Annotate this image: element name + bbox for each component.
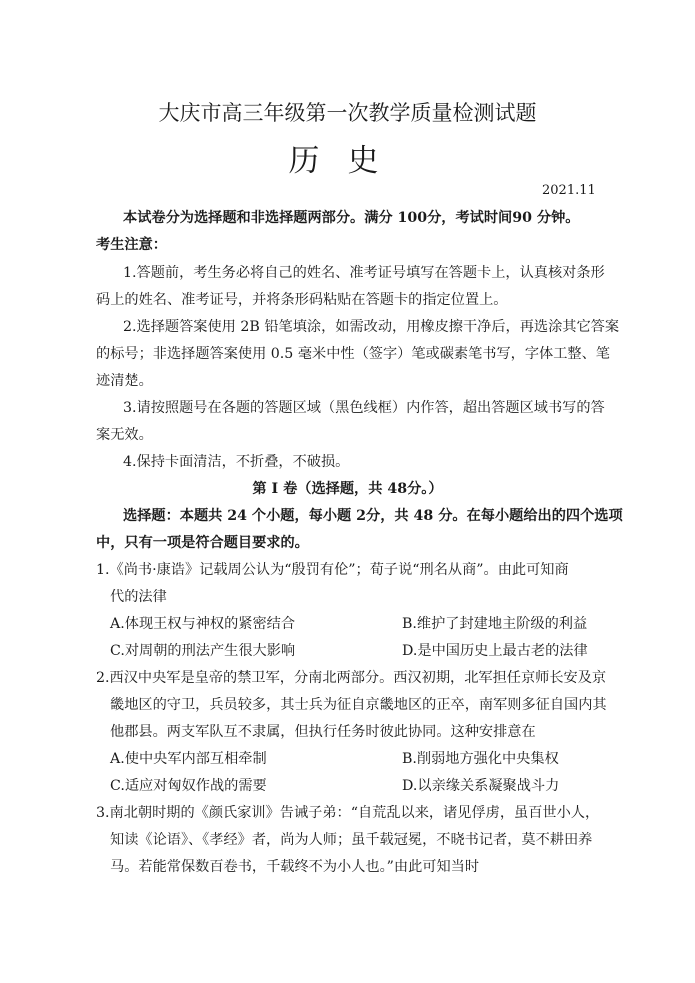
question-2-option-b: B.削弱地方强化中央集权	[402, 751, 559, 767]
notice-line: 1.答题前，考生务必将自己的姓名、准考证号填写在答题卡上，认真核对条形	[123, 265, 605, 281]
notice-line: 迹清楚。	[96, 373, 153, 389]
notice-line: 的标号；非选择题答案使用 0.5 毫米中性（签字）笔或碳素笔书写，字体工整、笔	[96, 346, 610, 362]
question-2-option-a: A.使中央军内部互相牵制	[110, 751, 267, 767]
subject-text: 历史	[288, 143, 407, 179]
notice-line: 3.请按照题号在各题的答题区域（黑色线框）内作答，超出答题区域书写的答	[123, 400, 605, 416]
notice-line: 码上的姓名、准考证号，并将条形码粘贴在答题卡的指定位置上。	[96, 292, 508, 308]
intro-statement: 本试卷分为选择题和非选择题两部分。满分 100分，考试时间90 分钟。	[123, 210, 580, 226]
section-title: 第 I 卷（选择题，共 48分。）	[252, 481, 443, 497]
section-instruction: 中，只有一项是符合题目要求的。	[96, 535, 309, 551]
notice-line: 2.选择题答案使用 2B 铅笔填涂，如需改动，用橡皮擦干净后，再选涂其它答案	[123, 319, 620, 335]
section-instruction: 选择题：本题共 24 个小题，每小题 2分，共 48 分。在每小题给出的四个选项	[123, 508, 623, 524]
question-3-stem: 3.南北朝时期的《颜氏家训》告诫子弟：“自荒乱以来，诸见俘虏，虽百世小人，	[96, 805, 600, 821]
question-2-option-d: D.以亲缘关系凝聚战斗力	[402, 778, 560, 794]
notice-line: 4.保持卡面清洁，不折叠，不破损。	[123, 454, 350, 470]
exam-title: 大庆市高三年级第一次教学质量检测试题	[158, 101, 537, 125]
notice-heading: 考生注意：	[96, 237, 167, 253]
question-2-stem: 2.西汉中央军是皇帝的禁卫军，分南北两部分。西汉初期，北军担任京师长安及京	[96, 670, 607, 686]
notice-line: 案无效。	[96, 427, 153, 443]
subject-title	[0, 143, 695, 179]
question-1-stem: 1.《尚书·康诰》记载周公认为“殷罚有伦”；荀子说“刑名从商”。由此可知商	[96, 562, 569, 578]
exam-date: 2021.11	[542, 183, 596, 198]
question-3-stem: 马。若能常保数百卷书，千载终不为小人也。”由此可知当时	[110, 859, 480, 875]
question-1-option-a: A.体现王权与神权的紧密结合	[110, 616, 296, 632]
question-3-stem: 知读《论语》、《孝经》者，尚为人师；虽千载冠冕，不晓书记者，莫不耕田养	[110, 832, 593, 848]
question-1-option-b: B.维护了封建地主阶级的利益	[402, 616, 588, 632]
question-2-option-c: C.适应对匈奴作战的需要	[110, 778, 267, 794]
question-2-stem: 畿地区的守卫，兵员较多，其士兵为征自京畿地区的正卒，南军则多征自国内其	[110, 697, 607, 713]
question-2-stem: 他郡县。两支军队互不隶属，但执行任务时彼此协同。这种安排意在	[110, 724, 536, 740]
question-1-option-c: C.对周朝的刑法产生很大影响	[110, 643, 296, 659]
question-1-stem: 代的法律	[110, 589, 167, 605]
question-1-option-d: D.是中国历史上最古老的法律	[402, 643, 588, 659]
